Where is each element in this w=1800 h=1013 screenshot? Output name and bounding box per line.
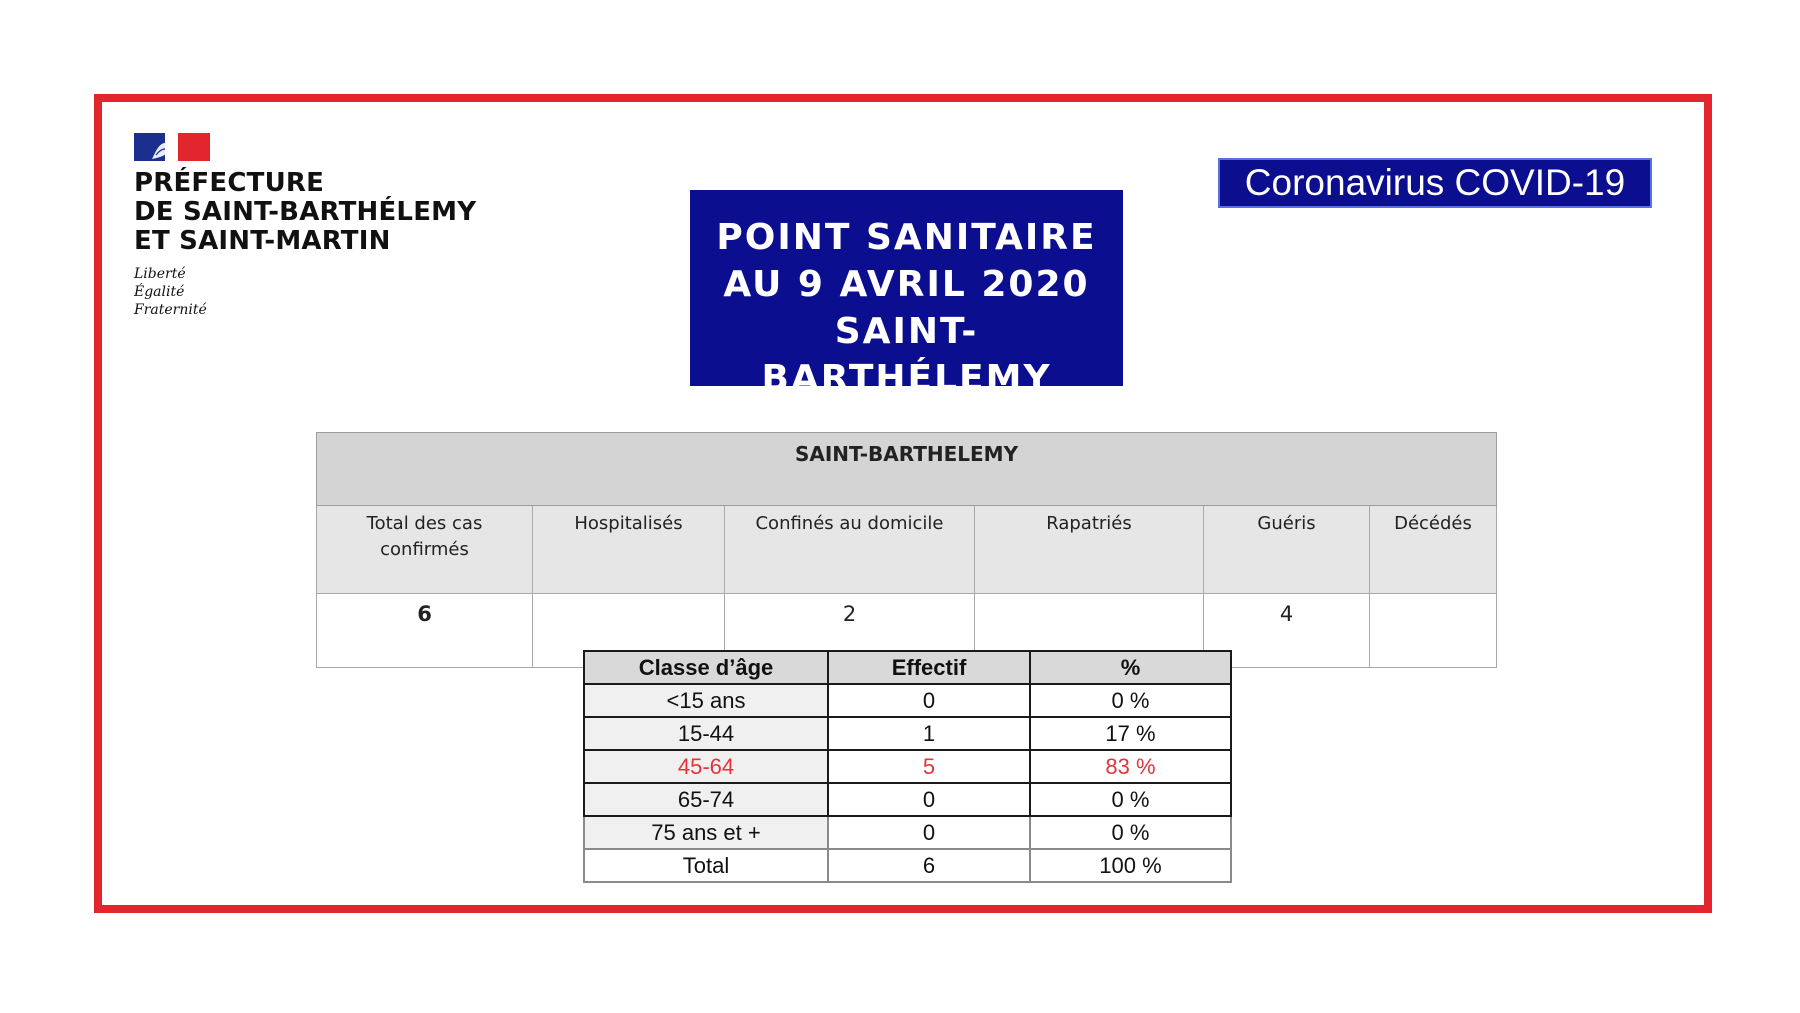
age-header-row: [584, 651, 1231, 684]
prefecture-name: [134, 169, 476, 256]
age-effectif: 1: [828, 717, 1030, 750]
age-classe: <15 ans: [584, 684, 828, 717]
age-pct: 100 %: [1030, 849, 1231, 882]
title-line-3: SAINT-BARTHÉLEMY: [761, 311, 1052, 399]
marianne-profile-icon: [150, 139, 176, 161]
value-confines: 2: [725, 594, 975, 668]
age-pct: 0 %: [1030, 816, 1231, 849]
age-pct: 17 %: [1030, 717, 1231, 750]
page-title: [690, 190, 1123, 399]
value-total-confirmes: 6: [317, 594, 533, 668]
age-header-pct: %: [1030, 651, 1231, 684]
age-effectif: 0: [828, 816, 1030, 849]
header-gueris: Guéris: [1204, 506, 1370, 594]
age-classe: 65-74: [584, 783, 828, 816]
table-row-total: [584, 849, 1231, 882]
stats-table: [316, 432, 1497, 668]
age-pct: 83 %: [1030, 750, 1231, 783]
age-classe: 45-64: [584, 750, 828, 783]
table-row: [584, 783, 1231, 816]
prefecture-logo: [134, 133, 476, 319]
age-table: [583, 650, 1232, 883]
header-rapatries: Rapatriés: [975, 506, 1204, 594]
header-confines: Confinés au domicile: [725, 506, 975, 594]
republic-motto: [134, 265, 476, 319]
table-row: [584, 717, 1231, 750]
age-header-effectif: Effectif: [828, 651, 1030, 684]
marianne-flag-icon: [134, 133, 210, 163]
motto-egalite: Égalité: [134, 284, 185, 300]
age-pct: 0 %: [1030, 783, 1231, 816]
age-effectif: 5: [828, 750, 1030, 783]
title-line-2: AU 9 AVRIL 2020: [723, 264, 1090, 305]
stats-header-row: [317, 506, 1497, 594]
age-effectif: 6: [828, 849, 1030, 882]
age-classe: 15-44: [584, 717, 828, 750]
header-decedes: Décédés: [1370, 506, 1497, 594]
value-decedes: [1370, 594, 1497, 668]
age-classe: Total: [584, 849, 828, 882]
prefecture-line-3: ET SAINT-MARTIN: [134, 226, 391, 256]
age-pct: 0 %: [1030, 684, 1231, 717]
age-classe: 75 ans et +: [584, 816, 828, 849]
covid-badge: Coronavirus COVID-19: [1218, 158, 1652, 208]
value-gueris: 4: [1204, 594, 1370, 668]
header-total-confirmes: Total des cas confirmés: [317, 506, 533, 594]
prefecture-line-2: DE SAINT-BARTHÉLEMY: [134, 197, 477, 227]
age-effectif: 0: [828, 783, 1030, 816]
table-row: [584, 684, 1231, 717]
table-row-highlighted: [584, 750, 1231, 783]
age-header-classe: Classe d’âge: [584, 651, 828, 684]
prefecture-line-1: PRÉFECTURE: [134, 168, 325, 198]
motto-liberte: Liberté: [134, 266, 186, 282]
table-row: [584, 816, 1231, 849]
header-hospitalises: Hospitalisés: [533, 506, 725, 594]
motto-fraternite: Fraternité: [134, 302, 207, 318]
stats-caption: SAINT-BARTHELEMY: [317, 433, 1497, 506]
age-effectif: 0: [828, 684, 1030, 717]
title-line-1: POINT SANITAIRE: [716, 217, 1097, 258]
